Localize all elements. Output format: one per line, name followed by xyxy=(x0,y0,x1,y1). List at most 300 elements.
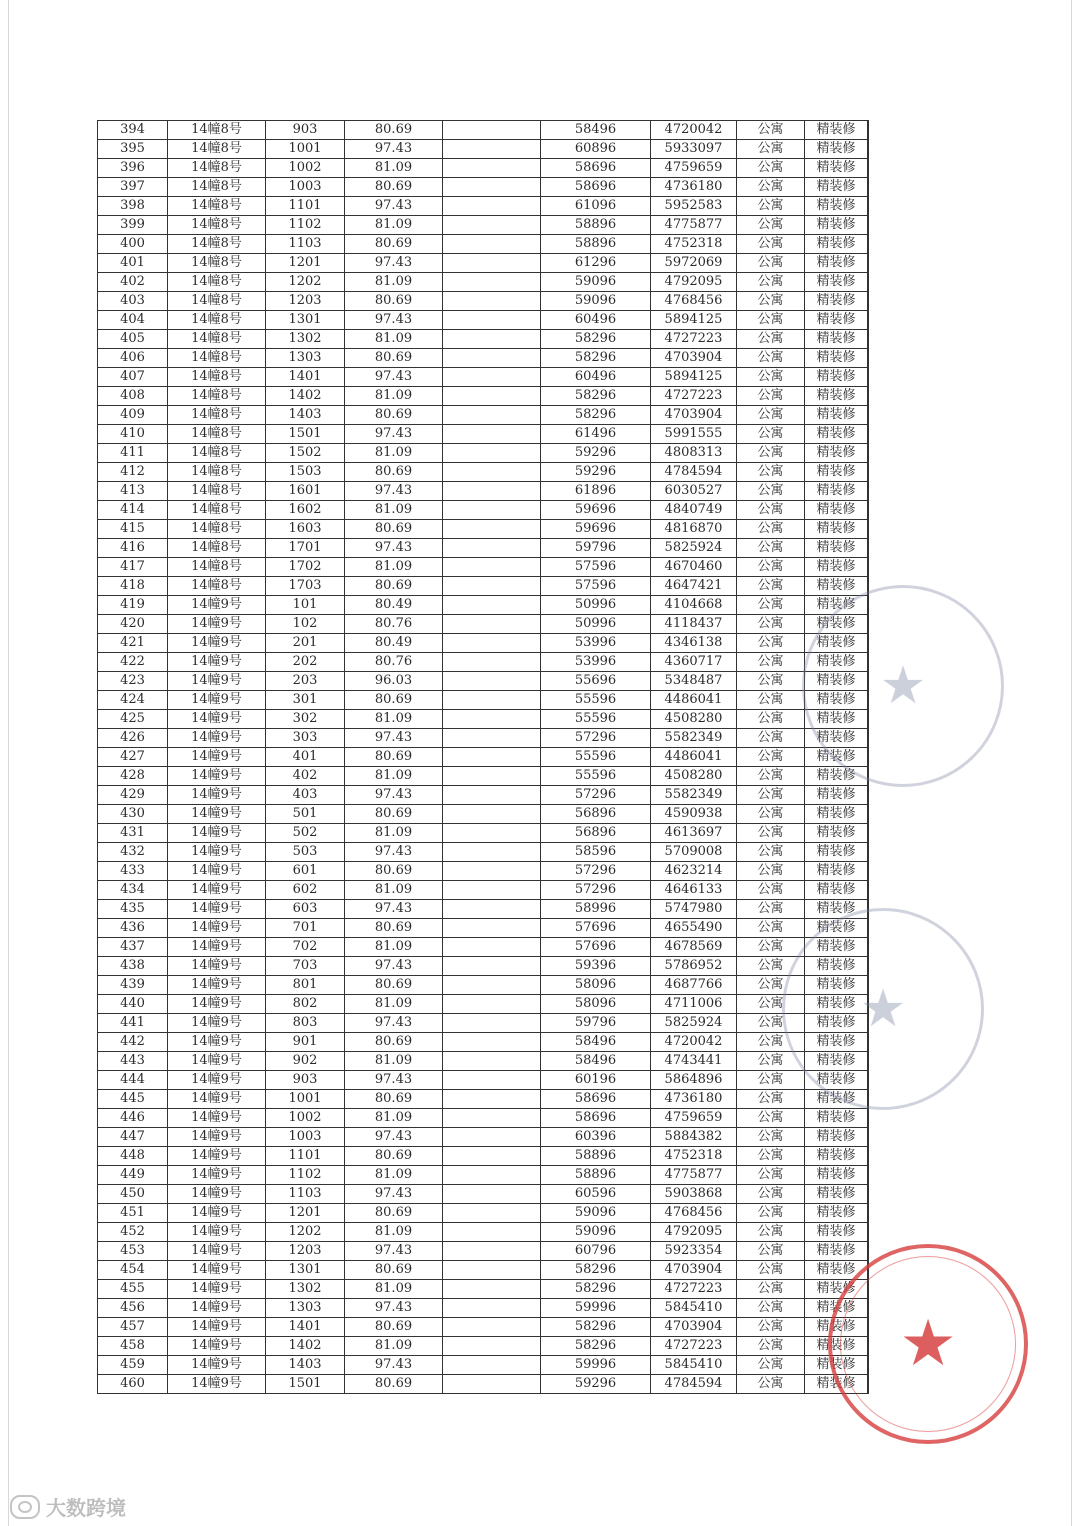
decoration-cell: 精装修 xyxy=(805,862,868,881)
unit-price-cell: 59296 xyxy=(541,1375,651,1394)
decoration-cell: 精装修 xyxy=(805,197,868,216)
building-cell: 14幢9号 xyxy=(168,1375,266,1394)
blank-cell xyxy=(443,1052,541,1071)
row-number-cell: 432 xyxy=(98,843,168,862)
unit-price-cell: 57296 xyxy=(541,729,651,748)
row-number-cell: 399 xyxy=(98,216,168,235)
star-icon: ★ xyxy=(879,656,927,716)
unit-price-cell: 50996 xyxy=(541,615,651,634)
row-end-cell xyxy=(868,1261,869,1280)
row-end-cell xyxy=(868,539,869,558)
room-number-cell: 1303 xyxy=(266,1299,345,1318)
blank-cell xyxy=(443,1261,541,1280)
blank-cell xyxy=(443,121,541,140)
table-row xyxy=(98,786,869,805)
row-number-cell: 416 xyxy=(98,539,168,558)
building-cell: 14幢8号 xyxy=(168,273,266,292)
row-number-cell: 423 xyxy=(98,672,168,691)
unit-price-cell: 59696 xyxy=(541,520,651,539)
building-cell: 14幢9号 xyxy=(168,1337,266,1356)
unit-price-cell: 58496 xyxy=(541,121,651,140)
decoration-cell: 精装修 xyxy=(805,824,868,843)
row-end-cell xyxy=(868,1166,869,1185)
room-number-cell: 501 xyxy=(266,805,345,824)
room-number-cell: 1002 xyxy=(266,159,345,178)
table-row xyxy=(98,330,869,349)
blank-cell xyxy=(443,615,541,634)
unit-price-cell: 57296 xyxy=(541,881,651,900)
unit-price-cell: 61896 xyxy=(541,482,651,501)
table-row xyxy=(98,919,869,938)
property-type-cell: 公寓 xyxy=(737,425,805,444)
area-cell: 81.09 xyxy=(345,881,443,900)
unit-price-cell: 58296 xyxy=(541,1337,651,1356)
total-price-cell: 4727223 xyxy=(651,387,737,406)
property-type-cell: 公寓 xyxy=(737,938,805,957)
decoration-cell: 精装修 xyxy=(805,900,868,919)
total-price-cell: 4720042 xyxy=(651,121,737,140)
table-row xyxy=(98,862,869,881)
table-row xyxy=(98,444,869,463)
blank-cell xyxy=(443,938,541,957)
room-number-cell: 1501 xyxy=(266,425,345,444)
room-number-cell: 702 xyxy=(266,938,345,957)
unit-price-cell: 58296 xyxy=(541,349,651,368)
unit-price-cell: 58296 xyxy=(541,406,651,425)
area-cell: 80.76 xyxy=(345,615,443,634)
area-cell: 80.69 xyxy=(345,235,443,254)
area-cell: 97.43 xyxy=(345,1299,443,1318)
total-price-cell: 4727223 xyxy=(651,330,737,349)
property-type-cell: 公寓 xyxy=(737,596,805,615)
unit-price-cell: 58496 xyxy=(541,1033,651,1052)
blank-cell xyxy=(443,520,541,539)
unit-price-cell: 55596 xyxy=(541,748,651,767)
unit-price-cell: 60596 xyxy=(541,1185,651,1204)
property-type-cell: 公寓 xyxy=(737,1185,805,1204)
unit-price-cell: 55596 xyxy=(541,767,651,786)
decoration-cell: 精装修 xyxy=(805,368,868,387)
property-type-cell: 公寓 xyxy=(737,406,805,425)
decoration-cell: 精装修 xyxy=(805,1052,868,1071)
table-row xyxy=(98,292,869,311)
area-cell: 97.43 xyxy=(345,1071,443,1090)
row-end-cell xyxy=(868,786,869,805)
room-number-cell: 1003 xyxy=(266,1128,345,1147)
row-number-cell: 452 xyxy=(98,1223,168,1242)
property-type-cell: 公寓 xyxy=(737,1299,805,1318)
area-cell: 81.09 xyxy=(345,216,443,235)
row-end-cell xyxy=(868,748,869,767)
page-left-border xyxy=(8,0,9,1526)
row-end-cell xyxy=(868,425,869,444)
blank-cell xyxy=(443,824,541,843)
row-end-cell xyxy=(868,292,869,311)
decoration-cell: 精装修 xyxy=(805,1356,868,1375)
blank-cell xyxy=(443,1071,541,1090)
total-price-cell: 4703904 xyxy=(651,1261,737,1280)
property-type-cell: 公寓 xyxy=(737,520,805,539)
decoration-cell: 精装修 xyxy=(805,1375,868,1394)
price-table-container xyxy=(97,120,869,1394)
row-number-cell: 444 xyxy=(98,1071,168,1090)
decoration-cell: 精装修 xyxy=(805,710,868,729)
row-end-cell xyxy=(868,368,869,387)
row-end-cell xyxy=(868,843,869,862)
property-type-cell: 公寓 xyxy=(737,121,805,140)
area-cell: 80.49 xyxy=(345,634,443,653)
blank-cell xyxy=(443,254,541,273)
property-type-cell: 公寓 xyxy=(737,178,805,197)
property-type-cell: 公寓 xyxy=(737,786,805,805)
decoration-cell: 精装修 xyxy=(805,558,868,577)
unit-price-cell: 53996 xyxy=(541,653,651,672)
building-cell: 14幢9号 xyxy=(168,1185,266,1204)
decoration-cell: 精装修 xyxy=(805,577,868,596)
property-type-cell: 公寓 xyxy=(737,444,805,463)
room-number-cell: 1103 xyxy=(266,1185,345,1204)
decoration-cell: 精装修 xyxy=(805,1204,868,1223)
blank-cell xyxy=(443,1375,541,1394)
room-number-cell: 803 xyxy=(266,1014,345,1033)
blank-cell xyxy=(443,1204,541,1223)
unit-price-cell: 58296 xyxy=(541,330,651,349)
decoration-cell: 精装修 xyxy=(805,615,868,634)
building-cell: 14幢9号 xyxy=(168,1242,266,1261)
property-type-cell: 公寓 xyxy=(737,1071,805,1090)
total-price-cell: 4759659 xyxy=(651,1109,737,1128)
row-number-cell: 449 xyxy=(98,1166,168,1185)
area-cell: 80.69 xyxy=(345,1318,443,1337)
unit-price-cell: 59096 xyxy=(541,1223,651,1242)
row-number-cell: 409 xyxy=(98,406,168,425)
area-cell: 97.43 xyxy=(345,1185,443,1204)
building-cell: 14幢8号 xyxy=(168,520,266,539)
unit-price-cell: 58096 xyxy=(541,976,651,995)
row-end-cell xyxy=(868,197,869,216)
total-price-cell: 5348487 xyxy=(651,672,737,691)
row-end-cell xyxy=(868,881,869,900)
area-cell: 97.43 xyxy=(345,1128,443,1147)
total-price-cell: 4752318 xyxy=(651,235,737,254)
building-cell: 14幢8号 xyxy=(168,216,266,235)
total-price-cell: 4792095 xyxy=(651,273,737,292)
table-row xyxy=(98,1109,869,1128)
row-end-cell xyxy=(868,1147,869,1166)
total-price-cell: 4784594 xyxy=(651,1375,737,1394)
row-number-cell: 457 xyxy=(98,1318,168,1337)
row-end-cell xyxy=(868,1242,869,1261)
table-row xyxy=(98,634,869,653)
table-row xyxy=(98,1280,869,1299)
building-cell: 14幢9号 xyxy=(168,615,266,634)
room-number-cell: 1701 xyxy=(266,539,345,558)
blank-cell xyxy=(443,995,541,1014)
building-cell: 14幢9号 xyxy=(168,1261,266,1280)
table-row xyxy=(98,1261,869,1280)
room-number-cell: 1203 xyxy=(266,292,345,311)
property-type-cell: 公寓 xyxy=(737,862,805,881)
building-cell: 14幢9号 xyxy=(168,1223,266,1242)
row-end-cell xyxy=(868,140,869,159)
row-number-cell: 426 xyxy=(98,729,168,748)
row-number-cell: 425 xyxy=(98,710,168,729)
total-price-cell: 5933097 xyxy=(651,140,737,159)
building-cell: 14幢9号 xyxy=(168,1280,266,1299)
area-cell: 81.09 xyxy=(345,1280,443,1299)
blank-cell xyxy=(443,197,541,216)
row-end-cell xyxy=(868,1033,869,1052)
area-cell: 80.69 xyxy=(345,178,443,197)
total-price-cell: 4703904 xyxy=(651,349,737,368)
property-type-cell: 公寓 xyxy=(737,273,805,292)
unit-price-cell: 60496 xyxy=(541,311,651,330)
blank-cell xyxy=(443,330,541,349)
row-end-cell xyxy=(868,653,869,672)
area-cell: 81.09 xyxy=(345,995,443,1014)
blank-cell xyxy=(443,387,541,406)
building-cell: 14幢9号 xyxy=(168,919,266,938)
property-type-cell: 公寓 xyxy=(737,1318,805,1337)
total-price-cell: 5894125 xyxy=(651,368,737,387)
row-number-cell: 395 xyxy=(98,140,168,159)
total-price-cell: 5825924 xyxy=(651,539,737,558)
table-row xyxy=(98,501,869,520)
room-number-cell: 303 xyxy=(266,729,345,748)
room-number-cell: 503 xyxy=(266,843,345,862)
row-number-cell: 424 xyxy=(98,691,168,710)
blank-cell xyxy=(443,691,541,710)
blank-cell xyxy=(443,311,541,330)
property-type-cell: 公寓 xyxy=(737,216,805,235)
room-number-cell: 203 xyxy=(266,672,345,691)
room-number-cell: 102 xyxy=(266,615,345,634)
room-number-cell: 703 xyxy=(266,957,345,976)
table-row xyxy=(98,140,869,159)
unit-price-cell: 57696 xyxy=(541,938,651,957)
row-end-cell xyxy=(868,1223,869,1242)
area-cell: 81.09 xyxy=(345,444,443,463)
property-type-cell: 公寓 xyxy=(737,387,805,406)
total-price-cell: 5903868 xyxy=(651,1185,737,1204)
decoration-cell: 精装修 xyxy=(805,254,868,273)
total-price-cell: 4752318 xyxy=(651,1147,737,1166)
row-end-cell xyxy=(868,501,869,520)
table-row xyxy=(98,121,869,140)
building-cell: 14幢8号 xyxy=(168,368,266,387)
unit-price-cell: 58096 xyxy=(541,995,651,1014)
room-number-cell: 1403 xyxy=(266,1356,345,1375)
building-cell: 14幢8号 xyxy=(168,501,266,520)
row-end-cell xyxy=(868,1052,869,1071)
weibo-logo-icon xyxy=(10,1495,40,1519)
area-cell: 81.09 xyxy=(345,710,443,729)
row-end-cell xyxy=(868,805,869,824)
building-cell: 14幢9号 xyxy=(168,1033,266,1052)
row-end-cell xyxy=(868,862,869,881)
room-number-cell: 902 xyxy=(266,1052,345,1071)
blank-cell xyxy=(443,425,541,444)
row-end-cell xyxy=(868,463,869,482)
unit-price-cell: 61096 xyxy=(541,197,651,216)
table-row xyxy=(98,881,869,900)
decoration-cell: 精装修 xyxy=(805,786,868,805)
total-price-cell: 4508280 xyxy=(651,710,737,729)
property-type-cell: 公寓 xyxy=(737,824,805,843)
property-type-cell: 公寓 xyxy=(737,330,805,349)
blank-cell xyxy=(443,463,541,482)
building-cell: 14幢8号 xyxy=(168,140,266,159)
total-price-cell: 5582349 xyxy=(651,786,737,805)
row-number-cell: 460 xyxy=(98,1375,168,1394)
area-cell: 80.69 xyxy=(345,1375,443,1394)
area-cell: 97.43 xyxy=(345,482,443,501)
decoration-cell: 精装修 xyxy=(805,235,868,254)
total-price-cell: 4784594 xyxy=(651,463,737,482)
room-number-cell: 1402 xyxy=(266,387,345,406)
page-right-border xyxy=(1071,0,1072,1526)
unit-price-cell: 59996 xyxy=(541,1299,651,1318)
blank-cell xyxy=(443,140,541,159)
property-type-cell: 公寓 xyxy=(737,900,805,919)
room-number-cell: 1401 xyxy=(266,1318,345,1337)
row-number-cell: 433 xyxy=(98,862,168,881)
blank-cell xyxy=(443,444,541,463)
total-price-cell: 4759659 xyxy=(651,159,737,178)
row-end-cell xyxy=(868,1014,869,1033)
row-end-cell xyxy=(868,1318,869,1337)
row-end-cell xyxy=(868,1337,869,1356)
table-row xyxy=(98,1014,869,1033)
row-number-cell: 442 xyxy=(98,1033,168,1052)
property-type-cell: 公寓 xyxy=(737,1033,805,1052)
unit-price-cell: 58496 xyxy=(541,1052,651,1071)
property-type-cell: 公寓 xyxy=(737,311,805,330)
area-cell: 81.09 xyxy=(345,501,443,520)
row-end-cell xyxy=(868,672,869,691)
room-number-cell: 101 xyxy=(266,596,345,615)
decoration-cell: 精装修 xyxy=(805,1242,868,1261)
row-number-cell: 435 xyxy=(98,900,168,919)
blank-cell xyxy=(443,216,541,235)
decoration-cell: 精装修 xyxy=(805,406,868,425)
area-cell: 97.43 xyxy=(345,1242,443,1261)
property-type-cell: 公寓 xyxy=(737,1014,805,1033)
building-cell: 14幢8号 xyxy=(168,406,266,425)
row-number-cell: 406 xyxy=(98,349,168,368)
property-type-cell: 公寓 xyxy=(737,710,805,729)
unit-price-cell: 56896 xyxy=(541,805,651,824)
unit-price-cell: 58296 xyxy=(541,387,651,406)
area-cell: 80.69 xyxy=(345,577,443,596)
row-number-cell: 418 xyxy=(98,577,168,596)
blank-cell xyxy=(443,957,541,976)
row-end-cell xyxy=(868,1356,869,1375)
area-cell: 97.43 xyxy=(345,957,443,976)
row-number-cell: 397 xyxy=(98,178,168,197)
room-number-cell: 901 xyxy=(266,1033,345,1052)
area-cell: 97.43 xyxy=(345,786,443,805)
room-number-cell: 302 xyxy=(266,710,345,729)
property-type-cell: 公寓 xyxy=(737,235,805,254)
blank-cell xyxy=(443,653,541,672)
blank-cell xyxy=(443,235,541,254)
total-price-cell: 5952583 xyxy=(651,197,737,216)
room-number-cell: 1002 xyxy=(266,1109,345,1128)
row-end-cell xyxy=(868,121,869,140)
area-cell: 80.69 xyxy=(345,1033,443,1052)
room-number-cell: 1003 xyxy=(266,178,345,197)
property-type-cell: 公寓 xyxy=(737,805,805,824)
total-price-cell: 4792095 xyxy=(651,1223,737,1242)
room-number-cell: 1503 xyxy=(266,463,345,482)
decoration-cell: 精装修 xyxy=(805,425,868,444)
total-price-cell: 4711006 xyxy=(651,995,737,1014)
total-price-cell: 5894125 xyxy=(651,311,737,330)
room-number-cell: 403 xyxy=(266,786,345,805)
room-number-cell: 301 xyxy=(266,691,345,710)
unit-price-cell: 58896 xyxy=(541,1166,651,1185)
row-end-cell xyxy=(868,349,869,368)
area-cell: 97.43 xyxy=(345,140,443,159)
row-number-cell: 443 xyxy=(98,1052,168,1071)
row-number-cell: 429 xyxy=(98,786,168,805)
blank-cell xyxy=(443,406,541,425)
area-cell: 80.69 xyxy=(345,406,443,425)
total-price-cell: 5864896 xyxy=(651,1071,737,1090)
decoration-cell: 精装修 xyxy=(805,843,868,862)
table-row xyxy=(98,1242,869,1261)
row-end-cell xyxy=(868,330,869,349)
room-number-cell: 1202 xyxy=(266,273,345,292)
total-price-cell: 4613697 xyxy=(651,824,737,843)
row-number-cell: 441 xyxy=(98,1014,168,1033)
row-end-cell xyxy=(868,824,869,843)
area-cell: 97.43 xyxy=(345,368,443,387)
table-row xyxy=(98,653,869,672)
property-type-cell: 公寓 xyxy=(737,197,805,216)
table-row xyxy=(98,539,869,558)
row-number-cell: 454 xyxy=(98,1261,168,1280)
table-row xyxy=(98,729,869,748)
room-number-cell: 1302 xyxy=(266,1280,345,1299)
area-cell: 81.09 xyxy=(345,159,443,178)
unit-price-cell: 58696 xyxy=(541,159,651,178)
building-cell: 14幢9号 xyxy=(168,1166,266,1185)
total-price-cell: 4670460 xyxy=(651,558,737,577)
total-price-cell: 4775877 xyxy=(651,216,737,235)
table-row xyxy=(98,520,869,539)
row-end-cell xyxy=(868,216,869,235)
row-end-cell xyxy=(868,1299,869,1318)
blank-cell xyxy=(443,292,541,311)
building-cell: 14幢8号 xyxy=(168,197,266,216)
row-end-cell xyxy=(868,558,869,577)
unit-price-cell: 57596 xyxy=(541,558,651,577)
area-cell: 80.69 xyxy=(345,520,443,539)
table-row xyxy=(98,900,869,919)
table-row xyxy=(98,406,869,425)
area-cell: 80.69 xyxy=(345,1261,443,1280)
table-row xyxy=(98,1356,869,1375)
area-cell: 81.09 xyxy=(345,1166,443,1185)
building-cell: 14幢9号 xyxy=(168,634,266,653)
row-number-cell: 459 xyxy=(98,1356,168,1375)
decoration-cell: 精装修 xyxy=(805,1337,868,1356)
row-number-cell: 414 xyxy=(98,501,168,520)
total-price-cell: 5786952 xyxy=(651,957,737,976)
total-price-cell: 4727223 xyxy=(651,1280,737,1299)
